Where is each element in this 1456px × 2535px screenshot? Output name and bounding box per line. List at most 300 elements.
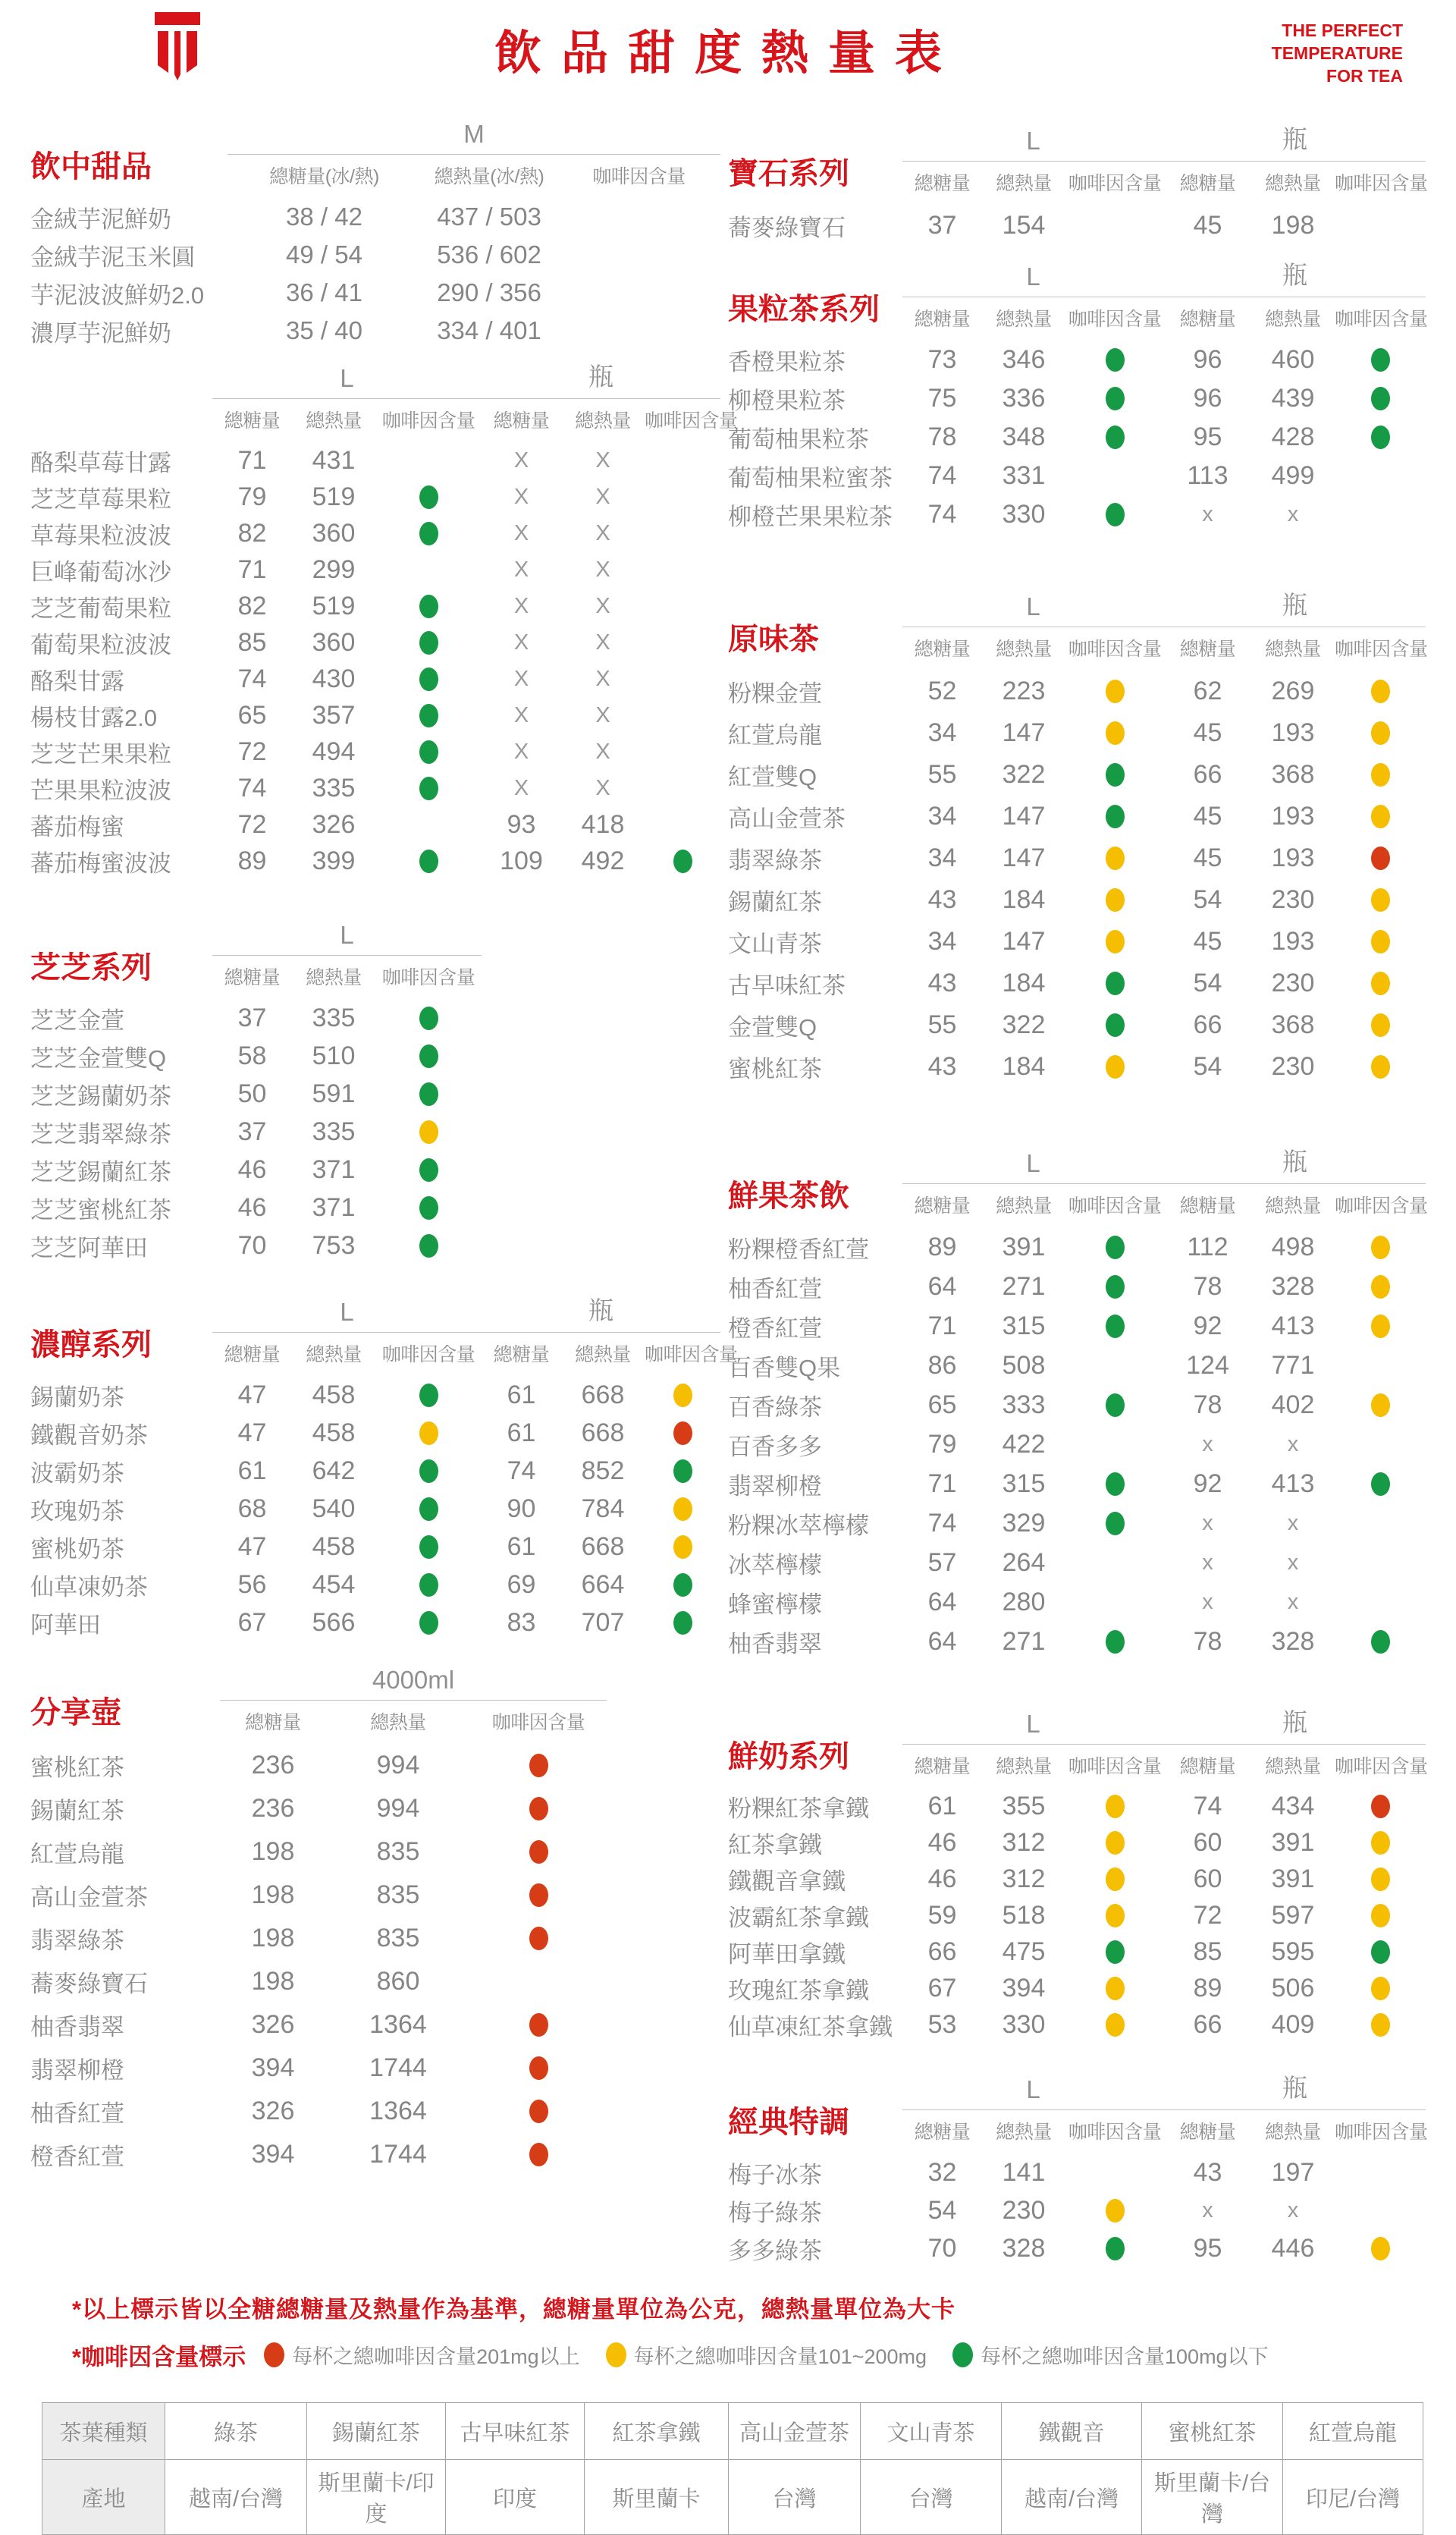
column-header: 咖啡因含量: [1335, 1756, 1428, 1777]
calorie-value: 290 / 356: [437, 278, 541, 306]
caffeine-indicator: [1065, 1831, 1164, 1855]
calorie-value: 299: [312, 554, 356, 584]
sugar-value: 43: [1193, 2157, 1222, 2187]
section-fresh-fruit: [728, 1142, 1437, 1661]
size-group: [1164, 1142, 1426, 1218]
caffeine-indicator: [645, 1421, 720, 1445]
caffeine-dot-yellow: [1106, 847, 1125, 870]
caffeine-dot-green: [419, 740, 438, 764]
calorie-value: 458: [312, 1380, 356, 1409]
drink-name: 橙香紅萱: [30, 2144, 124, 2170]
drink-row: [728, 1503, 1437, 1543]
drink-row: [30, 198, 724, 236]
drink-name: 錫蘭紅茶: [728, 889, 822, 916]
drink-name: 蕎麥綠寶石: [728, 215, 846, 241]
caffeine-dot-green: [1106, 763, 1125, 787]
calorie-value: x: [1287, 1431, 1299, 1456]
calorie-value: 664: [581, 1569, 625, 1599]
sugar-value: 326: [251, 2097, 295, 2125]
tagline-line: FOR TEA: [1326, 65, 1403, 86]
calorie-value: 994: [376, 1794, 420, 1823]
sugar-value: 50: [237, 1079, 267, 1108]
drink-row: [30, 551, 724, 588]
column-header: 咖啡因含量: [592, 166, 686, 187]
caffeine-dot-green: [419, 1234, 438, 1258]
section-title: 原味茶: [728, 623, 819, 656]
drink-name: 蜜桃奶茶: [30, 1535, 124, 1563]
sugar-value: X: [513, 630, 529, 655]
section-title: 鮮果茶飲: [728, 1180, 849, 1213]
calorie-value: 519: [312, 482, 356, 511]
sugar-value: x: [1202, 1550, 1213, 1575]
sugar-value: 74: [237, 664, 267, 693]
calorie-value: X: [595, 520, 610, 545]
sugar-value: 35 / 40: [286, 316, 362, 344]
sugar-value: 92: [1193, 1311, 1222, 1340]
drink-name: 芝芝錫蘭奶茶: [30, 1082, 171, 1110]
calorie-value: 428: [1271, 422, 1315, 451]
calorie-value: 147: [1002, 718, 1046, 747]
calorie-value: 399: [312, 846, 356, 875]
drink-row: [30, 2133, 724, 2176]
calorie-value: 184: [1002, 885, 1046, 914]
sugar-value: 96: [1193, 384, 1222, 413]
sugar-value: 43: [927, 969, 957, 997]
sugar-value: 38 / 42: [286, 203, 362, 231]
drink-row: [728, 2191, 1437, 2229]
sugar-value: 92: [1193, 1469, 1222, 1498]
calorie-value: 835: [376, 1880, 420, 1909]
caffeine-dot-red: [529, 1754, 548, 1777]
column-header: 咖啡因含量: [491, 1712, 585, 1733]
sugar-value: X: [513, 484, 529, 509]
calorie-value: X: [595, 702, 610, 727]
sugar-value: 37: [237, 1117, 267, 1146]
sugar-value: X: [513, 593, 529, 618]
caffeine-dot-green: [419, 1611, 438, 1635]
drink-row: [728, 837, 1437, 879]
column-header: 總糖量: [1179, 309, 1236, 330]
calorie-value: 753: [312, 1230, 356, 1260]
calorie-value: 835: [376, 1924, 420, 1952]
calorie-value: 475: [1002, 1937, 1046, 1966]
calorie-value: 454: [312, 1569, 356, 1599]
legend-text: 每杯之總咖啡因含量201mg以上: [292, 2345, 580, 2368]
sugar-value: 65: [237, 700, 267, 730]
tea-type-cell: 高山金萱茶: [729, 2403, 861, 2460]
caffeine-indicator: [1065, 1795, 1164, 1818]
calorie-value: 184: [1002, 1052, 1046, 1081]
drink-name: 芝芝蜜桃紅茶: [30, 1196, 171, 1224]
drink-name: 濃厚芋泥鮮奶: [30, 319, 171, 347]
drink-name: 文山青茶: [728, 931, 822, 957]
drink-name: 酪梨草莓甘露: [30, 449, 171, 476]
calorie-value: 141: [1002, 2157, 1046, 2187]
section-fruit-tea: [728, 256, 1437, 534]
column-headers: [228, 155, 720, 189]
calorie-value: 1744: [369, 2053, 427, 2082]
column-header: 總糖量: [1179, 173, 1236, 194]
caffeine-indicator: [645, 850, 720, 873]
column-headers: [902, 1184, 1164, 1218]
calorie-value: 371: [312, 1154, 356, 1184]
caffeine-dot-yellow: [1106, 930, 1125, 953]
caffeine-dot-green: [1371, 1630, 1390, 1654]
size-label: L: [1026, 2075, 1040, 2103]
calorie-value: 439: [1271, 384, 1315, 413]
drink-row: [728, 1970, 1437, 2006]
drink-name: 芝芝阿華田: [30, 1234, 148, 1261]
sugar-value: 59: [927, 1900, 957, 1930]
column-headers: [902, 1745, 1164, 1779]
caffeine-indicator: [1065, 805, 1164, 828]
sugar-value: X: [513, 557, 529, 582]
caffeine-indicator: [375, 522, 482, 545]
drink-name: 柚香翡翠: [728, 1630, 822, 1657]
calorie-value: 418: [581, 809, 625, 839]
sugar-value: 69: [507, 1569, 536, 1599]
caffeine-indicator: [1335, 972, 1426, 995]
calorie-value: 994: [376, 1751, 420, 1780]
tea-origin-cell: 印度: [446, 2460, 585, 2535]
sugar-value: 46: [237, 1192, 267, 1222]
drink-row: [30, 1113, 724, 1151]
sugar-unit-note: *以上標示皆以全糖總糖量及熱量作為基準，總糖量單位為公克，總熱量單位為大卡: [72, 2296, 956, 2323]
legend-item: [952, 2340, 1269, 2370]
sugar-value: 47: [237, 1531, 267, 1561]
caffeine-dot-green: [419, 1497, 438, 1521]
caffeine-dot-yellow: [1106, 1867, 1125, 1891]
column-header: 總熱量: [1265, 309, 1321, 330]
tea-type-cell: 古早味紅茶: [446, 2403, 585, 2460]
size-group: [902, 586, 1164, 661]
section-header: [728, 1703, 1437, 1779]
calorie-value: 409: [1271, 2009, 1315, 2039]
caffeine-indicator: [375, 704, 482, 727]
calorie-value: 230: [1271, 885, 1315, 914]
sugar-value: 55: [927, 760, 957, 789]
sugar-value: 71: [927, 1311, 957, 1340]
calorie-value: 492: [581, 846, 625, 875]
section-fruit-special: [30, 357, 738, 879]
calorie-value: 595: [1271, 1937, 1315, 1966]
drink-name: 玫瑰紅茶拿鐵: [728, 1977, 869, 2004]
drink-row: [728, 1464, 1437, 1503]
column-header: 總糖量: [224, 410, 281, 432]
caffeine-dot-yellow: [1371, 1977, 1390, 2000]
calorie-value: 328: [1271, 1271, 1315, 1301]
sugar-value: 394: [251, 2053, 295, 2082]
caffeine-legend-row: [72, 2338, 1456, 2372]
drink-row: [30, 697, 724, 733]
drink-name: 楊枝甘露2.0: [30, 704, 158, 731]
calorie-value: 668: [581, 1531, 625, 1561]
drink-row: [728, 1385, 1437, 1425]
tea-origin-cell: 台灣: [729, 2460, 861, 2535]
drink-name: 梅子冰茶: [728, 2161, 822, 2188]
caffeine-indicator: [645, 1573, 720, 1597]
drink-row: [30, 1037, 724, 1075]
sugar-value: x: [1202, 1510, 1213, 1535]
drink-row: [728, 1824, 1437, 1861]
caffeine-indicator: [375, 1459, 482, 1483]
sugar-value: 66: [927, 1937, 957, 1966]
drink-name: 翡翠柳橙: [728, 1472, 822, 1500]
caffeine-dot-yellow: [1371, 1867, 1390, 1891]
tea-origin-cell: 斯里蘭卡: [585, 2460, 729, 2535]
calorie-value: 334 / 401: [437, 316, 541, 344]
column-header: 咖啡因含量: [1335, 639, 1428, 660]
drink-row: [728, 712, 1437, 754]
caffeine-dot-green: [1106, 972, 1125, 995]
sugar-value: 37: [927, 211, 957, 240]
caffeine-dot-green: [1371, 1940, 1390, 1964]
drink-row: [30, 312, 724, 350]
caffeine-indicator: [470, 2143, 607, 2166]
calorie-value: 413: [1271, 1311, 1315, 1340]
sugar-value: 62: [1193, 677, 1222, 705]
caffeine-dot-red: [529, 1883, 548, 1907]
sugar-value: 66: [1193, 760, 1222, 789]
sugar-value: 85: [1193, 1937, 1222, 1966]
size-group: [212, 1291, 482, 1367]
size-label: 瓶: [1282, 1708, 1307, 1736]
caffeine-dot-yellow: [1106, 2199, 1125, 2222]
drink-name: 蜂蜜檸檬: [728, 1591, 822, 1618]
size-group: [1164, 256, 1426, 331]
column-header: 咖啡因含量: [1335, 2122, 1428, 2143]
caffeine-dot-green: [419, 1196, 438, 1220]
sugar-value: 49 / 54: [286, 240, 362, 269]
calorie-value: x: [1287, 502, 1299, 526]
caffeine-dot-green: [1106, 1630, 1125, 1654]
size-group: [220, 1666, 607, 1735]
caffeine-indicator: [375, 1421, 482, 1445]
sugar-value: 79: [927, 1429, 957, 1459]
sugar-value: 54: [927, 2195, 957, 2225]
sugar-value: 236: [251, 1794, 295, 1823]
size-label: L: [1026, 1710, 1040, 1738]
drink-row: [30, 624, 724, 661]
calorie-value: 230: [1271, 1052, 1315, 1081]
sugar-value: 45: [1193, 843, 1222, 872]
caffeine-indicator: [470, 2013, 607, 2037]
drink-row: [728, 2153, 1437, 2191]
drink-row: [30, 588, 724, 624]
caffeine-dot-yellow: [1106, 1904, 1125, 1927]
section-title: 濃醇系列: [30, 1328, 152, 1362]
calorie-value: 536 / 602: [437, 240, 541, 269]
caffeine-dot-yellow: [1371, 972, 1390, 995]
tea-origin-cell: 越南/台灣: [1002, 2460, 1142, 2535]
drink-name: 錫蘭紅茶: [30, 1798, 124, 1824]
drink-name: 阿華田: [30, 1611, 101, 1638]
column-header: 總熱量: [575, 1344, 631, 1365]
drink-row: [728, 457, 1437, 495]
calorie-value: 413: [1271, 1469, 1315, 1498]
left-column: [30, 120, 738, 2176]
sugar-value: 198: [251, 1880, 295, 1909]
caffeine-indicator: [1335, 2237, 1426, 2260]
drink-name: 金絨芋泥鮮奶: [30, 206, 171, 233]
drink-row: [728, 796, 1437, 837]
column-header: 咖啡因含量: [1068, 639, 1162, 660]
caffeine-indicator: [1065, 503, 1164, 526]
caffeine-dot-yellow: [1371, 721, 1390, 745]
caffeine-indicator: [1065, 1236, 1164, 1259]
tea-type-cell: 鐵觀音: [1002, 2403, 1142, 2460]
caffeine-dot-green: [1371, 387, 1390, 410]
caffeine-dot-green: [1106, 1236, 1125, 1259]
caffeine-indicator: [1335, 763, 1426, 787]
caffeine-indicator: [645, 1459, 720, 1483]
caffeine-dot-yellow: [1371, 888, 1390, 912]
caffeine-indicator: [375, 740, 482, 764]
column-header: 總熱量: [370, 1712, 426, 1733]
column-header: 總熱量: [996, 639, 1052, 660]
sugar-value: 89: [237, 846, 267, 875]
sugar-value: 74: [927, 1508, 957, 1538]
column-header: 總糖量: [1179, 639, 1236, 660]
drink-name: 波霸紅茶拿鐵: [728, 1904, 869, 1931]
calorie-value: 540: [312, 1494, 356, 1523]
section-title: 分享壺: [30, 1696, 121, 1729]
calorie-value: 322: [1002, 760, 1046, 789]
caffeine-dot-yellow: [1371, 1831, 1390, 1855]
sugar-value: x: [1202, 1589, 1213, 1614]
caffeine-indicator: [1065, 2237, 1164, 2260]
caffeine-dot-red: [264, 2342, 284, 2367]
calorie-value: X: [595, 593, 610, 618]
sugar-value: 64: [927, 1587, 957, 1616]
size-label: L: [1026, 592, 1040, 620]
caffeine-indicator: [375, 595, 482, 618]
caffeine-dot-green: [1106, 805, 1125, 828]
caffeine-indicator: [375, 1120, 482, 1144]
column-header: 總熱量: [1265, 173, 1321, 194]
sugar-value: 73: [927, 345, 957, 374]
caffeine-dot-yellow: [1371, 1393, 1390, 1417]
sugar-value: X: [513, 666, 529, 691]
calorie-value: 371: [312, 1192, 356, 1222]
sugar-value: 74: [507, 1456, 536, 1485]
drink-row: [30, 2090, 724, 2133]
caffeine-dot-green: [419, 1158, 438, 1182]
calorie-value: 333: [1002, 1390, 1046, 1419]
tea-origin-table: [42, 2402, 1423, 2535]
drink-name: 葡萄柚果粒蜜茶: [728, 465, 893, 492]
drink-name: 仙草凍奶茶: [30, 1573, 148, 1600]
sugar-value: 37: [237, 1003, 267, 1032]
column-header: 總糖量: [245, 1712, 301, 1733]
drink-name: 蜜桃紅茶: [728, 1056, 822, 1082]
section-fresh-milk: [728, 1703, 1437, 2043]
caffeine-dot-yellow: [1371, 1013, 1390, 1037]
sugar-value: 86: [927, 1350, 957, 1380]
sugar-value: 53: [927, 2009, 957, 2039]
column-headers: [1164, 297, 1426, 331]
column-headers: [1164, 2110, 1426, 2144]
drink-row: [30, 1874, 724, 1917]
drink-name: 柚香紅萱: [728, 1275, 822, 1302]
section-classic: [728, 2069, 1437, 2267]
caffeine-indicator: [1065, 1472, 1164, 1496]
sugar-value: 74: [1193, 1791, 1222, 1820]
calorie-value: 391: [1271, 1827, 1315, 1857]
drink-row: [728, 1543, 1437, 1582]
caffeine-indicator: [1335, 1472, 1426, 1496]
column-header: 咖啡因含量: [645, 1344, 738, 1365]
sugar-value: 71: [237, 554, 267, 584]
sugar-value: 198: [251, 1967, 295, 1996]
caffeine-dot-yellow: [1371, 1055, 1390, 1079]
caffeine-dot-yellow: [1106, 1055, 1125, 1079]
size-group: [1164, 1703, 1426, 1779]
size-group: [212, 921, 482, 990]
section-original: [728, 586, 1437, 1088]
calorie-value: 330: [1002, 500, 1046, 529]
calorie-value: 280: [1002, 1587, 1046, 1616]
sugar-value: 66: [1193, 2009, 1222, 2039]
column-header: 總糖量: [914, 1756, 971, 1777]
size-group: [1164, 586, 1426, 661]
sugar-value: X: [513, 520, 529, 545]
drink-row: [728, 1046, 1437, 1088]
caffeine-dot-yellow: [1371, 805, 1390, 828]
column-header: 總熱量: [306, 967, 362, 988]
column-headers: [1164, 162, 1426, 196]
calorie-value: x: [1287, 1510, 1299, 1535]
column-header: 總糖量: [224, 1344, 281, 1365]
column-header: 總糖量(冰/熱): [269, 166, 379, 187]
sugar-value: 61: [507, 1531, 536, 1561]
sugar-value: 36 / 41: [286, 278, 362, 306]
size-label: 瓶: [588, 1296, 613, 1324]
caffeine-dot-green: [419, 777, 438, 800]
sugar-value: 66: [1193, 1010, 1222, 1039]
calorie-value: 271: [1002, 1271, 1046, 1301]
drink-name: 玫瑰奶茶: [30, 1497, 124, 1525]
drink-row: [728, 1622, 1437, 1661]
caffeine-indicator: [375, 850, 482, 873]
calorie-value: 498: [1271, 1232, 1315, 1261]
caffeine-indicator: [1335, 1831, 1426, 1855]
caffeine-indicator: [1335, 1977, 1426, 2000]
calorie-value: 223: [1002, 677, 1046, 705]
caffeine-dot-green: [419, 631, 438, 655]
drink-name: 橙香紅萱: [728, 1315, 822, 1342]
sugar-value: 236: [251, 1751, 295, 1780]
sugar-value: 47: [237, 1380, 267, 1409]
caffeine-indicator: [1335, 387, 1426, 410]
sugar-value: 82: [237, 591, 267, 620]
calorie-value: 458: [312, 1418, 356, 1447]
section-header: [728, 120, 1437, 196]
sugar-value: 93: [507, 809, 536, 839]
sugar-value: 45: [1193, 718, 1222, 747]
table-columns: [0, 120, 1456, 2267]
drink-row: [30, 1227, 724, 1264]
caffeine-dot-green: [673, 1459, 692, 1483]
drink-name: 鐵觀音拿鐵: [728, 1867, 846, 1895]
drink-name: 蕃茄梅蜜: [30, 813, 124, 840]
section-header: [30, 1291, 738, 1367]
calorie-value: 271: [1002, 1626, 1046, 1656]
drink-name: 翡翠綠茶: [30, 1927, 124, 1954]
drink-name: 紅萱烏龍: [728, 722, 822, 749]
column-header: 咖啡因含量: [1068, 173, 1162, 194]
caffeine-dot-green: [419, 595, 438, 618]
